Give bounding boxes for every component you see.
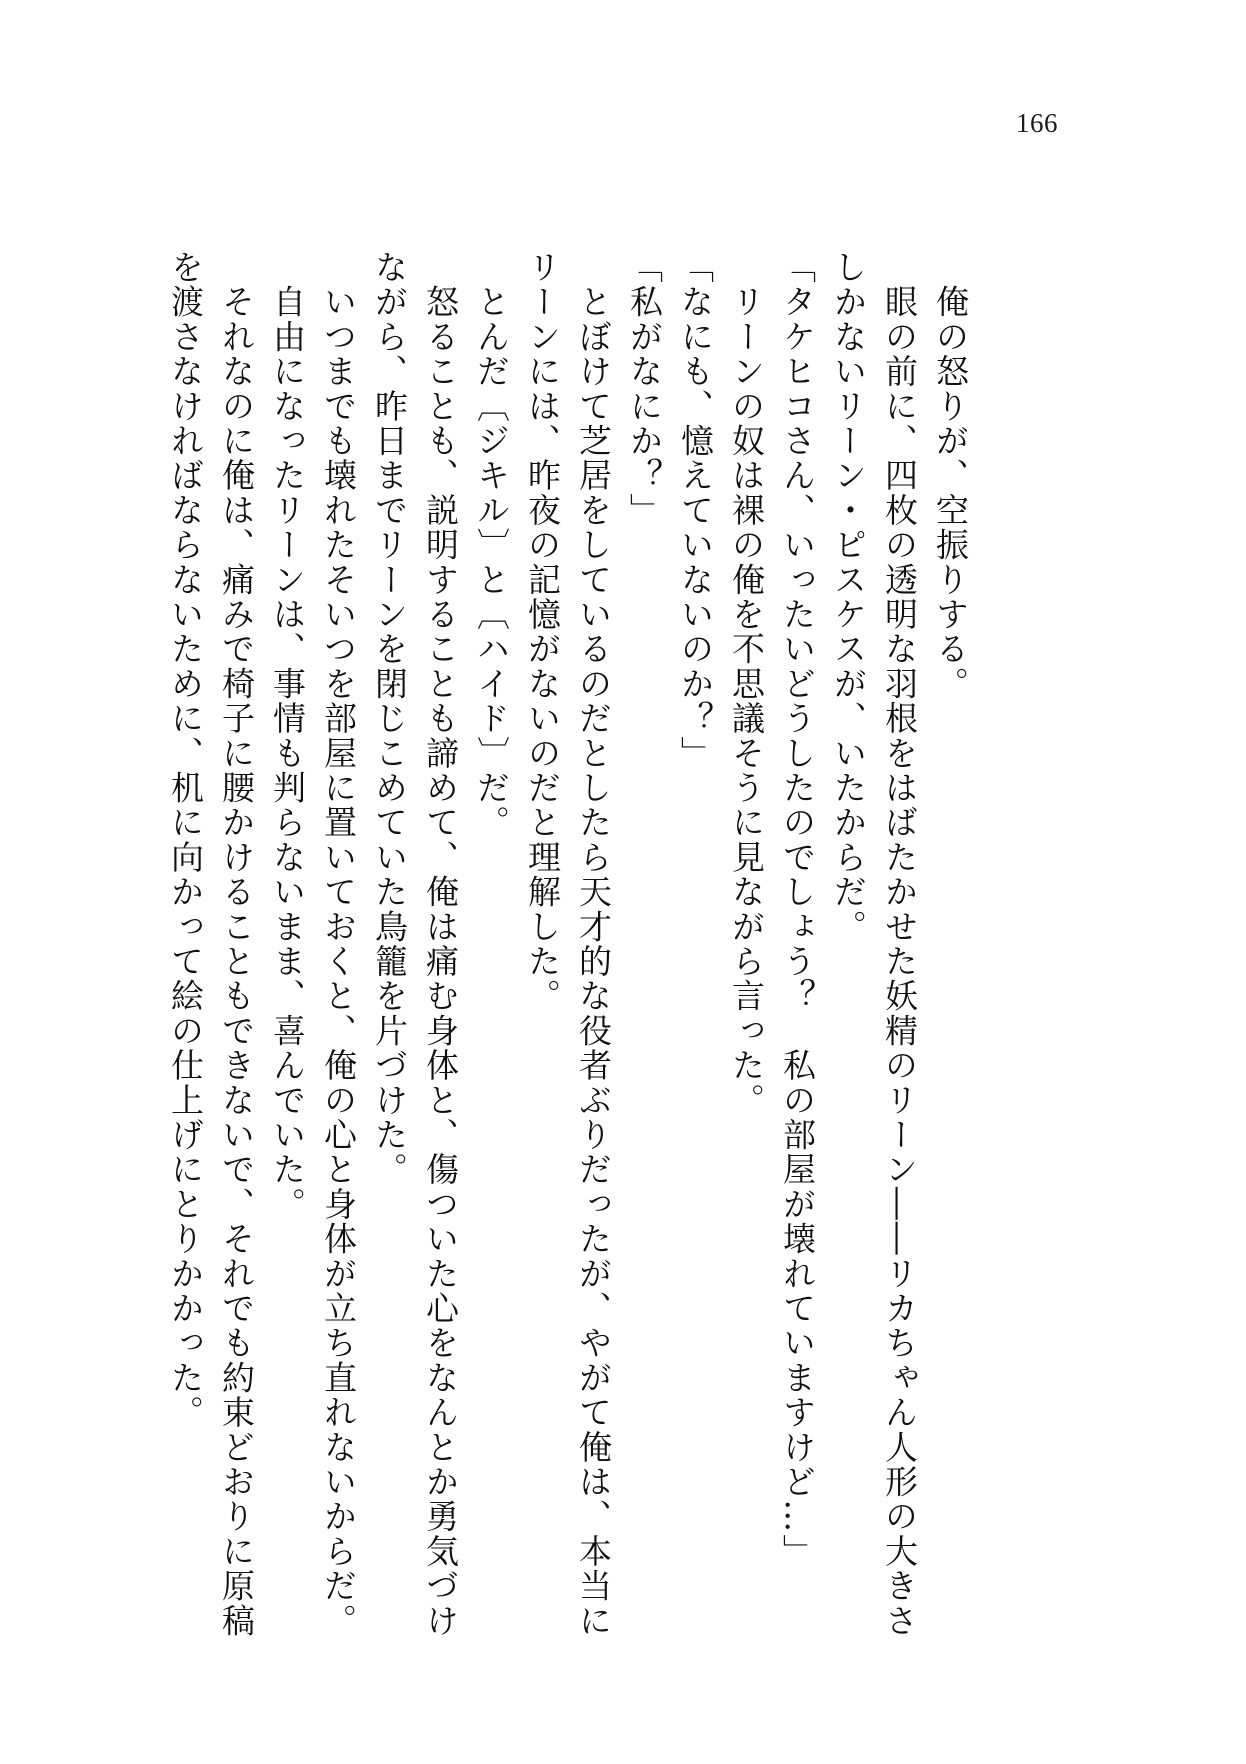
text-line: いつまでも壊れたそいつを部屋に置いておくと、俺の心と身体が立ち直れないからだ。 xyxy=(319,250,358,1638)
text-line: 眼の前に、四枚の透明な羽根をはばたかせた妖精のリーン――リカちゃん人形の大きさ xyxy=(880,250,919,1638)
text-line: しかないリーン・ピスケスが、いたからだ。 xyxy=(829,250,868,944)
text-line: 「私がなにか？」 xyxy=(625,250,664,528)
text-line: 「なにも、憶えていないのか？」 xyxy=(676,250,715,771)
text-line: リーンの奴は裸の俺を不思議そうに見ながら言った。 xyxy=(727,250,766,1118)
text-line: それなのに俺は、痛みで椅子に腰かけることもできないで、それでも約束どおりに原稿 xyxy=(217,250,256,1638)
text-line: 自由になったリーンは、事情も判らないまま、喜んでいた。 xyxy=(268,250,307,1222)
text-line: とぼけて芝居をしているのだとしたら天才的な役者ぶりだったが、やがて俺は、本当に xyxy=(574,250,613,1638)
text-line: ながら、昨日までリーンを閉じこめていた鳥籠を片づけた。 xyxy=(370,250,409,1187)
text-line: リーンには、昨夜の記憶がないのだと理解した。 xyxy=(523,250,562,1014)
text-line: 俺の怒りが、空振りする。 xyxy=(931,250,970,702)
page-number: 166 xyxy=(1016,108,1058,138)
body-text xyxy=(160,250,976,1639)
text-line: 「タケヒコさん、いったいどうしたのでしょう？ 私の部屋が壊れていますけど…」 xyxy=(778,250,817,1569)
text-line: を渡さなければならないために、机に向かって絵の仕上げにとりかかった。 xyxy=(166,250,205,1430)
text-line: とんだ〔ジキル〕と〔ハイド〕だ。 xyxy=(472,250,511,840)
text-line: 怒ることも、説明することも諦めて、俺は痛む身体と、傷ついた心をなんとか勇気づけ xyxy=(421,250,460,1639)
